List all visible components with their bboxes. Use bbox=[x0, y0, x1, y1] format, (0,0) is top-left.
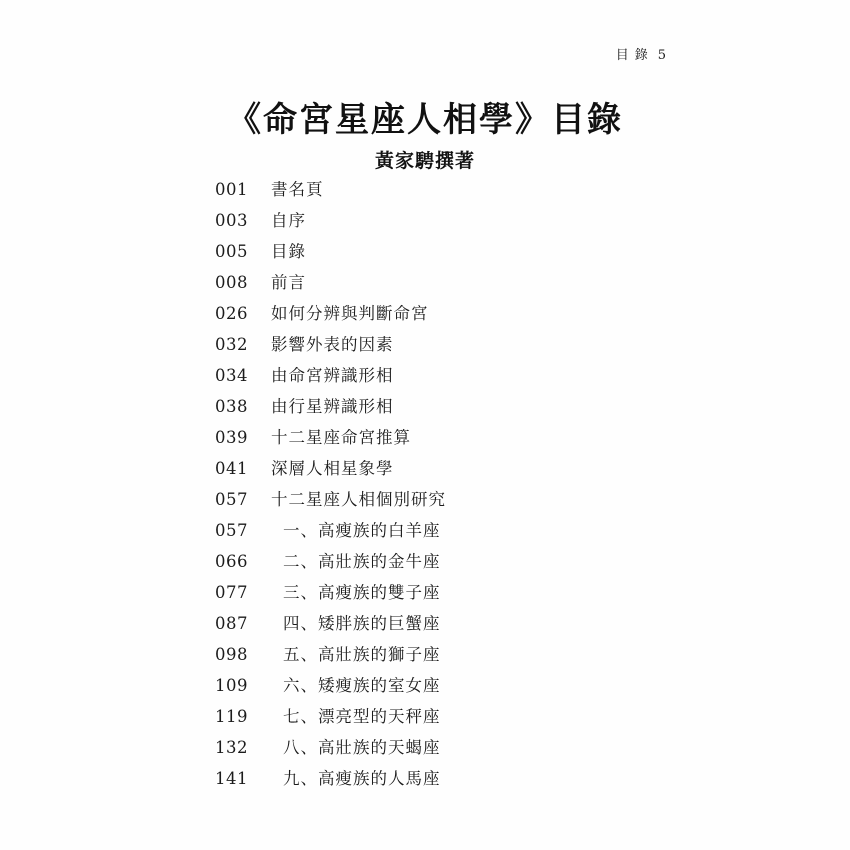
toc-entry-page: 077 bbox=[215, 583, 248, 602]
toc-entry-page: 066 bbox=[215, 552, 248, 571]
page-header bbox=[616, 44, 666, 63]
toc-entry-title: 深層人相星象學 bbox=[271, 459, 394, 478]
toc-entry[interactable] bbox=[215, 176, 735, 207]
toc-entry-title: 十二星座命宮推算 bbox=[271, 428, 411, 447]
toc-entry-title: 自序 bbox=[271, 211, 306, 230]
toc-entry-title: 由行星辨識形相 bbox=[271, 397, 394, 416]
toc-entry[interactable] bbox=[215, 765, 735, 796]
toc-entry-page: 038 bbox=[215, 397, 248, 416]
header-page-number: 5 bbox=[657, 48, 666, 63]
toc-entry-page: 005 bbox=[215, 242, 248, 261]
toc-entry[interactable] bbox=[215, 734, 735, 765]
toc-entry[interactable] bbox=[215, 331, 735, 362]
toc-entry-title: 前言 bbox=[271, 273, 306, 292]
toc-entry[interactable] bbox=[215, 238, 735, 269]
toc-entry[interactable] bbox=[215, 486, 735, 517]
toc-entry-title: 九、高瘦族的人馬座 bbox=[283, 769, 441, 788]
toc-entry-page: 141 bbox=[215, 769, 248, 788]
toc-entry[interactable] bbox=[215, 455, 735, 486]
header-label: 目錄 bbox=[615, 48, 654, 63]
toc-entry-page: 109 bbox=[215, 676, 248, 695]
toc-entry-title: 目錄 bbox=[271, 242, 306, 261]
toc-entry-title: 書名頁 bbox=[271, 180, 324, 199]
toc-entry-title: 七、漂亮型的天秤座 bbox=[283, 707, 441, 726]
toc-entry-page: 032 bbox=[215, 335, 248, 354]
toc-entry-title: 二、高壯族的金牛座 bbox=[283, 552, 441, 571]
toc-entry-title: 如何分辨與判斷命宮 bbox=[271, 304, 429, 323]
toc-entry[interactable] bbox=[215, 703, 735, 734]
toc-entry-page: 098 bbox=[215, 645, 248, 664]
toc-entry-title: 十二星座人相個別研究 bbox=[271, 490, 446, 509]
toc-entry[interactable] bbox=[215, 424, 735, 455]
toc-entry-title: 八、高壯族的天蝎座 bbox=[283, 738, 441, 757]
toc-entry-page: 003 bbox=[215, 211, 248, 230]
toc-entry-title: 影響外表的因素 bbox=[271, 335, 394, 354]
toc-entry[interactable] bbox=[215, 207, 735, 238]
toc-entry[interactable] bbox=[215, 672, 735, 703]
toc-entry-page: 057 bbox=[215, 490, 248, 509]
toc-entry[interactable] bbox=[215, 641, 735, 672]
toc-entry[interactable] bbox=[215, 610, 735, 641]
toc-entry-page: 039 bbox=[215, 428, 248, 447]
toc-entry-page: 034 bbox=[215, 366, 248, 385]
page-title: 《命宮星座人相學》目錄 bbox=[227, 100, 623, 140]
toc-entry-title: 由命宮辨識形相 bbox=[271, 366, 394, 385]
table-of-contents bbox=[215, 176, 735, 796]
toc-entry[interactable] bbox=[215, 269, 735, 300]
toc-entry-title: 五、高壯族的獅子座 bbox=[283, 645, 441, 664]
toc-entry-page: 041 bbox=[215, 459, 248, 478]
toc-entry-page: 132 bbox=[215, 738, 248, 757]
toc-entry[interactable] bbox=[215, 548, 735, 579]
toc-entry[interactable] bbox=[215, 362, 735, 393]
toc-entry-page: 119 bbox=[215, 707, 248, 726]
toc-entry-page: 026 bbox=[215, 304, 248, 323]
toc-entry-title: 六、矮瘦族的室女座 bbox=[283, 676, 441, 695]
toc-entry-title: 四、矮胖族的巨蟹座 bbox=[283, 614, 441, 633]
toc-entry-page: 087 bbox=[215, 614, 248, 633]
toc-entry-title: 三、高瘦族的雙子座 bbox=[283, 583, 441, 602]
toc-entry-page: 001 bbox=[215, 180, 248, 199]
toc-entry[interactable] bbox=[215, 300, 735, 331]
toc-entry-page: 057 bbox=[215, 521, 248, 540]
toc-entry[interactable] bbox=[215, 517, 735, 548]
toc-entry-page: 008 bbox=[215, 273, 248, 292]
toc-entry-title: 一、高瘦族的白羊座 bbox=[283, 521, 441, 540]
toc-entry[interactable] bbox=[215, 579, 735, 610]
author-byline: 黃家騁撰著 bbox=[374, 150, 475, 172]
toc-entry[interactable] bbox=[215, 393, 735, 424]
